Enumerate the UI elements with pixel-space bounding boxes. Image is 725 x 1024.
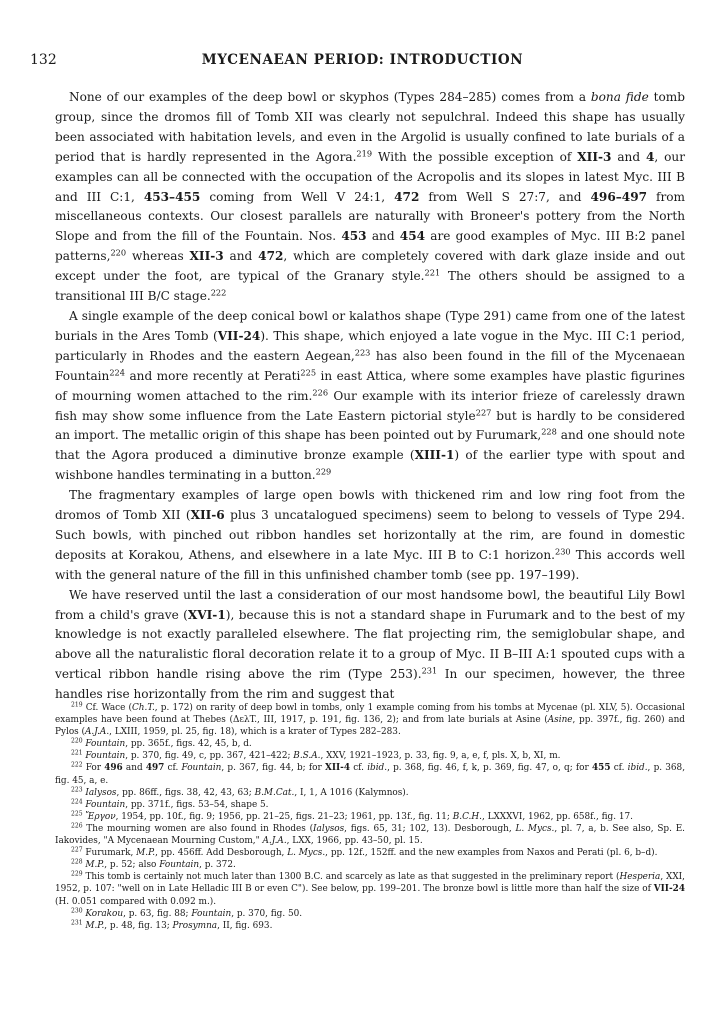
text-run: , LXX, 1966, pp. 43–50, pl. 15.	[286, 836, 423, 847]
text-run: Furumark,	[82, 848, 137, 859]
text-run: , XXI, 1952, p. 107: "well on in Late Helladic III B or even C"). See below, pp. 199–201. The bronze bowl is little more than half the size of	[55, 872, 685, 895]
footnote	[55, 811, 685, 823]
bold-run: XII-6	[190, 508, 225, 523]
footnote	[55, 750, 685, 762]
text-run: , p. 52; also	[104, 860, 160, 871]
italic-run: Asine	[547, 715, 573, 726]
footnote-ref: 228	[541, 426, 557, 437]
text-run: Cf. Wace (	[82, 703, 133, 713]
text-run: from Well S 27:7, and	[419, 189, 591, 204]
bold-run: XIII-1	[414, 448, 455, 463]
text-run: cf.	[164, 763, 182, 774]
footnote-ref: 228	[71, 858, 83, 866]
text-run: cf.	[350, 763, 368, 774]
text-run: ). This shape, which enjoyed a late vogue in the Myc. III C:1 period, particularly in Rhodes and the eastern Aegean,	[55, 328, 685, 363]
italic-run: A.J.A.	[262, 836, 287, 847]
text-run: , pp. 456ff. Add Desborough,	[155, 848, 288, 859]
italic-run: bona fide	[590, 90, 649, 104]
text-run: In our specimen, however, the three handles rise horizontally from the rim and suggest that	[55, 667, 686, 702]
italic-run: M.P.	[85, 920, 105, 931]
text-run: , p. 172) on rarity of deep bowl in tombs, only 1 example coming from his tombs at Mycenae (pl. XLV, 5). Occasional examples have been found at Thebes (ΔελT., III, 1917, p. 191, fig. 136, 2); and from late burials at Asine (	[55, 703, 686, 726]
footnote-ref: 225	[300, 367, 317, 378]
paragraph	[55, 307, 685, 486]
italic-run: ibid.	[627, 763, 648, 774]
italic-run: Ἔργον	[85, 811, 116, 822]
footnote-ref: 222	[71, 762, 83, 770]
footnote-ref: 229	[315, 466, 332, 477]
footnote-ref: 219	[356, 148, 373, 159]
italic-run: L. Mycs.	[515, 823, 555, 834]
text-run: , I, 1, A 1016 (Kalymnos).	[294, 787, 409, 798]
footnote-ref: 225	[71, 810, 83, 818]
italic-run: Prosymna	[172, 920, 218, 931]
text-run: ), because this is not a standard shape in Furumark and to the best of my knowledge is not exactly paralleled elsewhere. The flat projecting rim, the semiglobular shape, and above all the naturalistic floral decoration relate it to a group of Myc. II B–III A:1 spouted cups with a vertical ribbon handle rising above the rim (Type 253).	[55, 607, 685, 682]
footnote-ref: 224	[71, 798, 83, 806]
text-run: are good examples of Myc. III B:2 panel patterns,	[55, 229, 685, 264]
text-run: , LXXXVI, 1962, pp. 658f., fig. 17.	[481, 811, 633, 822]
footnote-ref: 222	[210, 287, 227, 298]
footnotes	[55, 702, 685, 932]
text-run: , pp. 365f., figs. 42, 45, b, d.	[125, 739, 252, 750]
footnote	[55, 702, 685, 738]
footnote-ref: 219	[71, 701, 83, 709]
text-run: , our examples can all be connected with the occupation of the Acropolis and its slopes in latest Myc. III B and III C:1,	[55, 149, 685, 204]
bold-run: 472	[258, 249, 284, 264]
italic-run: Fountain	[85, 739, 126, 750]
text-run: , p. 370, fig. 50.	[231, 908, 303, 919]
italic-run: B.S.A.	[293, 751, 321, 762]
text-run: , figs. 65, 31; 102, 13). Desborough,	[344, 823, 516, 834]
footnote	[55, 787, 685, 799]
text-run: A single example of the deep conical bowl or kalathos shape (Type 291) came from one of the latest burials in the Ares Tomb (	[55, 308, 685, 343]
italic-run: Ialysos	[313, 823, 345, 834]
footnote-ref: 230	[71, 907, 83, 915]
italic-run: M.P.	[85, 860, 105, 871]
bold-run: 455	[591, 763, 611, 774]
text-run: and	[122, 763, 146, 774]
footnote-ref: 221	[71, 750, 83, 758]
text-run: This tomb is certainly not much later than 1300 B.C. and scarcely as late as that suggested in the preliminary report (	[82, 872, 620, 883]
text-run: in east Attica, where some examples have plastic figurines of mourning women attached to the rim.	[55, 368, 685, 403]
text-run: and	[611, 149, 646, 164]
text-run: The fragmentary examples of large open bowls with thickened rim and low ring foot from the dromos of Tomb XII (	[55, 488, 685, 523]
paragraph	[55, 486, 685, 586]
bold-run: XII-4	[324, 763, 351, 774]
page-header	[30, 52, 695, 72]
text-run: ) of the earlier type with spout and wishbone handles terminating in a button.	[55, 448, 685, 483]
text-run: With the possible exception of	[372, 149, 578, 164]
paragraph	[55, 586, 685, 705]
text-run: and more recently at Perati	[125, 368, 301, 383]
text-run: , p. 372.	[199, 860, 236, 871]
footnote	[55, 908, 685, 920]
text-run: The others should be assigned to a transitional III B/C stage.	[55, 269, 686, 304]
footnote-ref: 229	[71, 870, 83, 878]
text-run: , p. 367, fig. 44, b; for	[221, 763, 325, 774]
text-run: has also been found in the fill of the Mycenaean Fountain	[55, 348, 685, 383]
bold-run: 496	[104, 763, 123, 774]
text-run: , p. 63, fig. 88;	[123, 908, 192, 919]
footnote	[55, 799, 685, 811]
text-run: , which are completely covered with dark glaze inside and out except under the foot, are typical of the Granary style.	[55, 249, 685, 284]
bold-run: 472	[394, 189, 420, 204]
italic-run: Fountain	[181, 763, 222, 774]
italic-run: L. Mycs.	[287, 848, 326, 859]
italic-run: Ch.T.	[132, 703, 155, 713]
bold-run: 453–455	[143, 189, 201, 204]
text-run: plus 3 uncatalogued specimens) seem to belong to vessels of Type 294. Such bowls, with pinched out ribbon handles set horizontally at the rim, are found in domestic deposits at Korakou, Athens, and elsewhere in a late Myc. III B to C:1 horizon.	[55, 508, 685, 562]
footnote-ref: 226	[71, 822, 83, 830]
paragraph	[55, 88, 685, 307]
text-run: and	[366, 229, 400, 244]
running-title: MYCENAEAN PERIOD: INTRODUCTION	[201, 52, 524, 68]
italic-run: Hesperia	[619, 872, 661, 883]
text-run: and one should note that the Agora produced a diminutive bronze example (	[55, 428, 685, 463]
footnote	[55, 847, 685, 859]
footnote	[55, 762, 685, 786]
text-run: Our example with its interior frieze of carelessly drawn fish may show some influence from the Late Eastern pictorial style	[55, 388, 685, 423]
text-run: tomb group, since the dromos fill of Tomb XII was clearly not sepulchral. Indeed this shape has usually been associated with habitation levels, and even in the Argolid is usually confined to late burials of a period that is hardly represented in the Agora.	[55, 90, 685, 164]
italic-run: Fountain	[191, 908, 232, 919]
footnote-ref: 224	[109, 367, 126, 378]
text-run: , pl. 7, a, b. See also, Sp. E. Iakovides, "A Mycenaean Mourning Custom,"	[55, 823, 685, 847]
italic-run: Korakou	[85, 908, 124, 919]
footnote	[55, 738, 685, 750]
text-run: coming from Well V 24:1,	[200, 189, 395, 204]
text-run: , pp. 371f., figs. 53–54, shape 5.	[125, 799, 269, 810]
italic-run: A.J.A.	[85, 727, 110, 738]
footnote-ref: 221	[424, 267, 441, 278]
footnote-ref: 223	[71, 786, 83, 794]
text-run: and	[223, 249, 259, 264]
footnote	[55, 859, 685, 871]
italic-run: Fountain	[85, 799, 126, 810]
text-run: , pp. 12f., 152ff. and the new examples from Naxos and Perati (pl. 6, b–d).	[325, 848, 658, 859]
bold-run: 454	[399, 229, 426, 244]
bold-run: XVI-1	[187, 607, 226, 622]
bold-run: 497	[145, 763, 165, 774]
italic-run: Fountain	[85, 751, 126, 762]
text-run: cf.	[610, 763, 628, 774]
body-text	[55, 88, 685, 705]
text-run: , p. 370, fig. 49, c, pp. 367, 421–422;	[125, 751, 294, 762]
page-number: 132	[30, 52, 57, 68]
footnote	[55, 871, 685, 907]
text-run: , p. 368, fig. 45, a, e.	[55, 763, 686, 786]
italic-run: ibid.	[367, 763, 388, 774]
text-run: , p. 48, fig. 13;	[104, 920, 173, 931]
text-run: (H. 0.051 compared with 0.092 m.).	[55, 896, 217, 907]
bold-run: VII-24	[217, 328, 261, 343]
text-run: whereas	[126, 249, 190, 264]
text-run: We have reserved until the last a consideration of our most handsome bowl, the beautiful Lily Bowl from a child's grave (	[55, 587, 685, 622]
italic-run: B.M.Cat.	[254, 787, 295, 798]
text-run: , II, fig. 693.	[217, 920, 273, 931]
bold-run: XII-3	[577, 149, 612, 164]
text-run: , pp. 397f., fig. 260) and Pylos (	[55, 715, 685, 738]
text-run: This accords well with the general nature of the fill in this unfinished chamber tomb (see pp. 197–199).	[55, 547, 686, 582]
text-run: , LXIII, 1959, pl. 25, fig. 18), which is a krater of Types 282–283.	[109, 727, 401, 738]
italic-run: Fountain	[159, 860, 200, 871]
text-run: , XXV, 1921–1923, p. 33, fig. 9, a, e, f, pls. X, b, XI, m.	[320, 751, 561, 762]
footnote	[55, 823, 685, 847]
bold-run: XII-3	[189, 249, 224, 264]
footnote-ref: 226	[312, 387, 329, 398]
footnote-ref: 223	[354, 347, 371, 358]
footnote-ref: 231	[71, 919, 83, 927]
footnote	[55, 920, 685, 932]
bold-run: 453	[341, 229, 367, 244]
bold-run: 496–497	[590, 189, 648, 204]
italic-run: B.C.H.	[452, 811, 482, 822]
footnote-ref: 231	[421, 665, 438, 676]
footnote-ref: 220	[110, 247, 127, 258]
text-run: from miscellaneous contexts. Our closest parallels are naturally with Broneer's pottery from the North Slope and from the fill of the Fountain. Nos.	[55, 189, 685, 244]
footnote-ref: 230	[554, 546, 571, 557]
text-run: , 1954, pp. 10f., fig. 9; 1956, pp. 21–25, figs. 21–23; 1961, pp. 13f., fig. 11;	[115, 811, 453, 822]
text-run: The mourning women are also found in Rhodes (	[82, 823, 314, 834]
text-run: but is hardly to be considered an import. The metallic origin of this shape has been pointed out by Furumark,	[55, 408, 685, 443]
bold-run: VII-24	[653, 884, 685, 895]
italic-run: Ialysos	[85, 787, 117, 798]
text-run: None of our examples of the deep bowl or skyphos (Types 284–285) comes from a	[69, 90, 591, 104]
footnote-ref: 220	[71, 737, 83, 745]
bold-run: 4	[645, 149, 655, 164]
text-run: , p. 368, fig. 46, f, k, p. 369, fig. 47, o, q; for	[387, 763, 592, 774]
text-run: , pp. 86ff., figs. 38, 42, 43, 63;	[116, 787, 255, 798]
footnote-ref: 227	[71, 846, 83, 854]
italic-run: M.P.	[136, 848, 156, 859]
footnote-ref: 227	[475, 406, 492, 417]
text-run: For	[82, 763, 105, 774]
